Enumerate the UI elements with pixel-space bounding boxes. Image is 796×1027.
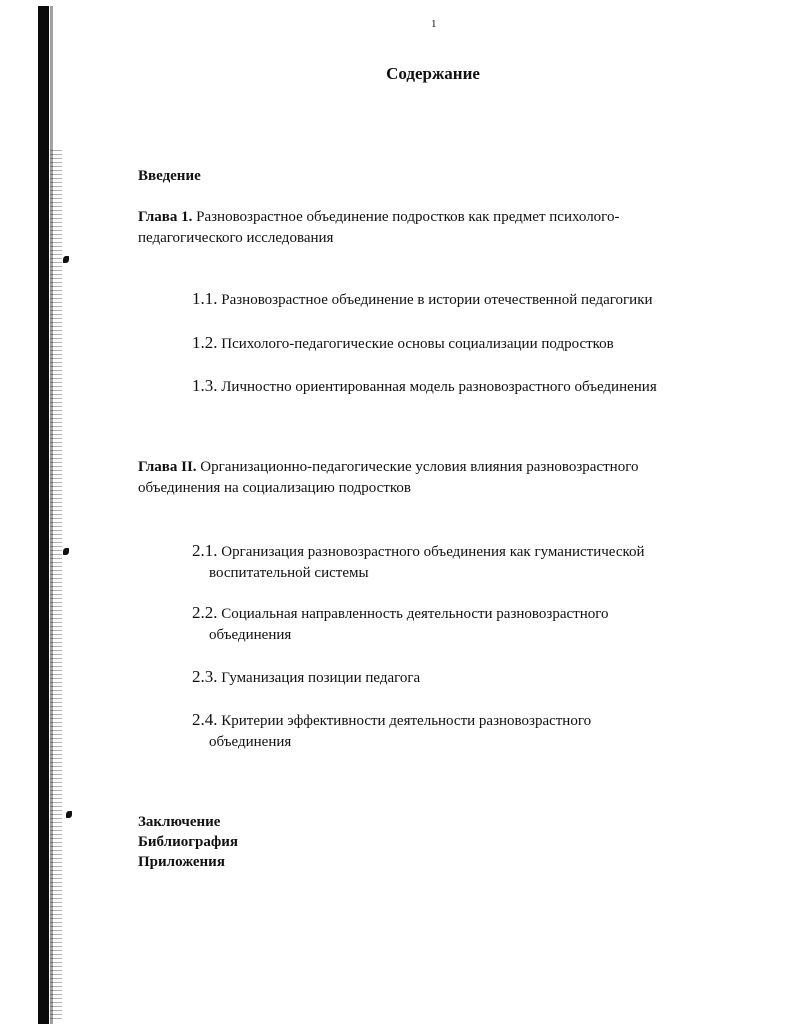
section-title: Организация разновозрастного объединения как гуманистической — [221, 544, 645, 560]
chapter-2-line-1 — [138, 457, 734, 478]
toc-chapter-2 — [138, 457, 734, 499]
page-number: 1 — [431, 18, 437, 30]
chapter-1-label: Глава 1. — [138, 209, 193, 225]
toc-conclusion: Заключение — [138, 814, 221, 830]
scan-speck — [63, 256, 69, 263]
chapter-1-line-1 — [138, 207, 734, 228]
toc-section-1-1 — [192, 288, 742, 311]
section-number: 2.1. — [192, 541, 218, 560]
scan-edge-shadow — [38, 6, 49, 1024]
section-number: 1.1. — [192, 289, 218, 308]
section-title: Гуманизация позиции педагога — [221, 670, 421, 686]
section-title-line-2: воспитательной системы — [209, 565, 369, 581]
section-number: 1.2. — [192, 333, 218, 352]
section-title: Критерии эффективности деятельности разновозрастного — [221, 713, 592, 729]
chapter-2-title-line-1: Организационно-педагогические условия влияния разновозрастного — [200, 459, 639, 475]
toc-bibliography: Библиография — [138, 834, 239, 850]
toc-appendices: Приложения — [138, 854, 225, 870]
toc-intro: Введение — [138, 168, 201, 184]
page-title: Содержание — [386, 64, 480, 83]
toc-section-1-3 — [192, 375, 742, 398]
section-number: 2.4. — [192, 710, 218, 729]
toc-section-2-4 — [192, 709, 737, 753]
section-number: 1.3. — [192, 376, 218, 395]
section-line-1 — [192, 540, 737, 563]
section-number: 2.2. — [192, 603, 218, 622]
chapter-1-title-line-2: педагогического исследования — [138, 230, 334, 246]
toc-section-1-2 — [192, 332, 742, 355]
toc-section-2-3 — [192, 666, 737, 689]
toc-section-2-2 — [192, 602, 737, 646]
toc-chapter-1 — [138, 207, 734, 249]
chapter-1-title-line-1: Разновозрастное объединение подростков как предмет психолого- — [196, 209, 620, 225]
chapter-2-title-line-2: объединения на социализацию подростков — [138, 480, 411, 496]
section-line-1 — [192, 602, 737, 625]
toc-section-2-1 — [192, 540, 737, 584]
section-title: Личностно ориентированная модель разновозрастного объединения — [221, 379, 657, 395]
section-line-1 — [192, 709, 737, 732]
scan-binding-noise — [50, 150, 62, 1022]
section-line-1 — [192, 666, 737, 689]
section-title-line-2: объединения — [209, 627, 292, 643]
chapter-2-label: Глава II. — [138, 459, 197, 475]
section-title-line-2: объединения — [209, 734, 292, 750]
scan-speck — [66, 811, 72, 818]
section-title: Социальная направленность деятельности разновозрастного — [221, 606, 609, 622]
section-number: 2.3. — [192, 667, 218, 686]
section-title: Разновозрастное объединение в истории отечественной педагогики — [221, 292, 653, 308]
scan-speck — [63, 548, 69, 555]
section-title: Психолого-педагогические основы социализации подростков — [221, 336, 614, 352]
